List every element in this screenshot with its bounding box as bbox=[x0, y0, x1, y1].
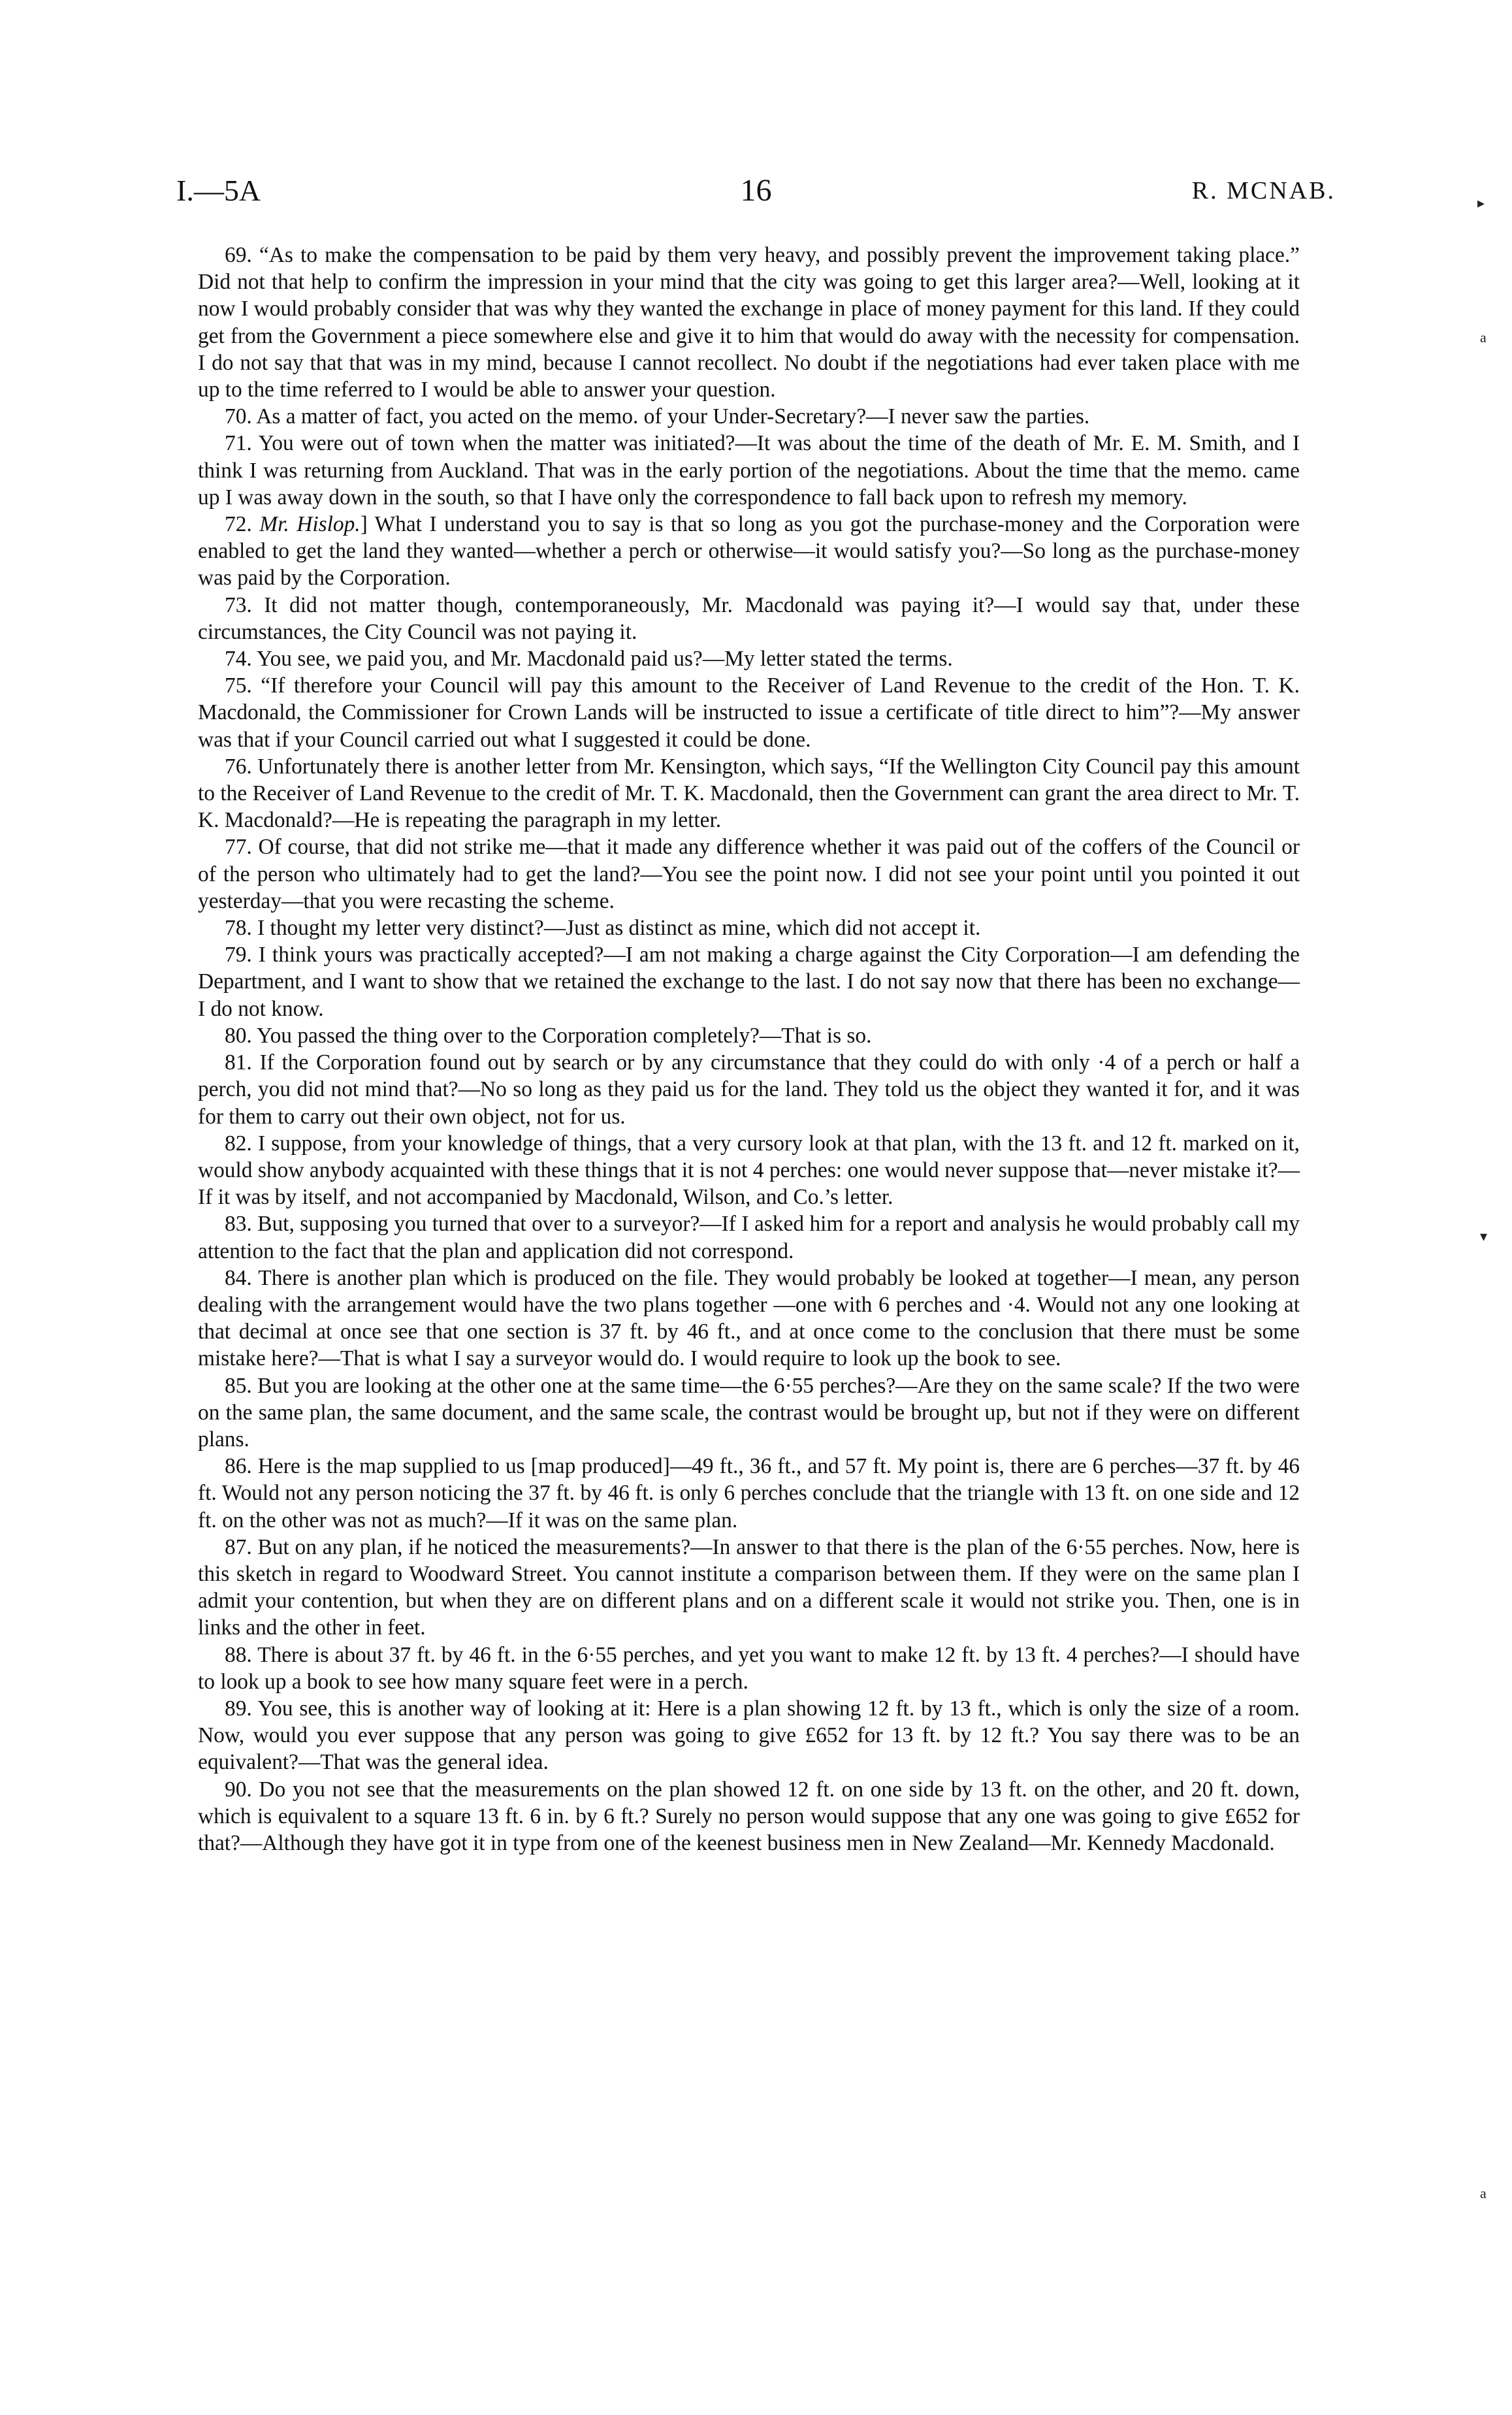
testimony-body bbox=[198, 242, 1300, 1856]
paragraph-text: 80. You passed the thing over to the Corporation completely?—That is so. bbox=[225, 1023, 872, 1048]
margin-mark: a bbox=[1480, 329, 1487, 346]
testimony-paragraph bbox=[198, 403, 1300, 430]
paragraph-text: 69. “As to make the compensation to be paid by them very heavy, and possibly prevent the improvement taking place.” Did not that help to confirm the impression in your mind that the city was going to get this larger area?—Well, looking at it now I would probably consider that was why they wanted the exchange in place of money payment for this land. If they could get from the Government a piece somewhere else and give it to him that would do away with the necessity for compensation. I do not say that that was in my mind, because I cannot recollect. No doubt if the negotiations had ever taken place with me up to the time referred to I would be able to answer your question. bbox=[198, 243, 1300, 402]
testimony-paragraph bbox=[198, 511, 1300, 592]
paragraph-text: 83. But, supposing you turned that over to a surveyor?—If I asked him for a report and analysis he would probably call my attention to the fact that the plan and application did not correspond. bbox=[198, 1212, 1300, 1263]
margin-mark: ▸ bbox=[1477, 195, 1485, 211]
paragraph-text: 76. Unfortunately there is another letter from Mr. Kensington, which says, “If the Wellington City Council pay this amount to the Receiver of Land Revenue to the credit of Mr. T. K. Macdonald, then the Government can grant the area direct to Mr. T. K. Macdonald?—He is repeating the paragraph in my letter. bbox=[198, 754, 1300, 833]
page-header bbox=[176, 171, 1336, 210]
testimony-paragraph bbox=[198, 1534, 1300, 1642]
paragraph-text: 85. But you are looking at the other one at the same time—the 6·55 perches?—Are they on the same scale? If the two were on the same plan, the same document, and the same scale, the contrast would be brought up, but not if they were on different plans. bbox=[198, 1373, 1300, 1451]
paragraph-text: 87. But on any plan, if he noticed the measurements?—In answer to that there is the plan of the 6·55 perches. Now, here is this sketch in regard to Woodward Street. You cannot institute a comparison between them. If they were on the same plan I admit your contention, but when they are on different plans and on a different scale it would not strike you. Then, one is in links and the other in feet. bbox=[198, 1534, 1300, 1640]
paragraph-text: 75. “If therefore your Council will pay this amount to the Receiver of Land Revenue to the credit of the Hon. T. K. Macdonald, the Commissioner for Crown Lands will be instructed to issue a certificate of title direct to him”?—My answer was that if your Council carried out what I suggested it could be done. bbox=[198, 673, 1300, 752]
testimony-paragraph bbox=[198, 672, 1300, 753]
document-reference: I.—5A bbox=[176, 174, 261, 207]
paragraph-text: 72. bbox=[225, 512, 260, 537]
paragraph-text: 82. I suppose, from your knowledge of things, that a very cursory look at that plan, with the 13 ft. and 12 ft. marked on it, would show anybody acquainted with these things that it is not 4 perches: one would never suppose that—never mistake it?—If it was by itself, and not accompanied by Macdonald, Wilson, and Co.’s letter. bbox=[198, 1131, 1300, 1210]
testimony-paragraph bbox=[198, 834, 1300, 915]
testimony-paragraph bbox=[198, 1453, 1300, 1534]
speaker-name: Mr. Hislop. bbox=[259, 512, 361, 537]
paragraph-text: 77. Of course, that did not strike me—that it made any difference whether it was paid out of the coffers of the Council or of the person who ultimately had to get the land?—You see the point now. I did not see your point until you pointed it out yesterday—that you were recasting the scheme. bbox=[198, 835, 1300, 913]
paragraph-text: 71. You were out of town when the matter was initiated?—It was about the time of the death of Mr. E. M. Smith, and I think I was returning from Auckland. That was in the early portion of the negotiations. About the time that the memo. came up I was away down in the south, so that I have only the correspondence to fall back upon to refresh my memory. bbox=[198, 431, 1300, 510]
paragraph-text: 70. As a matter of fact, you acted on the memo. of your Under-Secretary?—I never saw the parties. bbox=[225, 404, 1090, 429]
testimony-paragraph bbox=[198, 1776, 1300, 1857]
testimony-paragraph bbox=[198, 242, 1300, 403]
paragraph-text: 78. I thought my letter very distinct?—Just as distinct as mine, which did not accept it. bbox=[225, 916, 981, 941]
testimony-paragraph bbox=[198, 753, 1300, 834]
margin-mark: ▾ bbox=[1480, 1228, 1488, 1244]
testimony-paragraph bbox=[198, 1642, 1300, 1695]
paragraph-text: 88. There is about 37 ft. by 46 ft. in the 6·55 perches, and yet you want to make 12 ft. by 13 ft. 4 perches?—I should have to look up a book to see how many square feet were in a perch. bbox=[198, 1642, 1300, 1694]
testimony-paragraph bbox=[198, 915, 1300, 941]
testimony-paragraph bbox=[198, 645, 1300, 672]
margin-mark: a bbox=[1480, 2185, 1487, 2201]
testimony-paragraph bbox=[198, 430, 1300, 511]
page-number: 16 bbox=[740, 173, 772, 208]
testimony-paragraph bbox=[198, 1130, 1300, 1211]
testimony-paragraph bbox=[198, 1049, 1300, 1130]
paragraph-text: 84. There is another plan which is produced on the file. They would probably be looked at together—I mean, any person dealing with the arrangement would have the two plans together —one with 6 perches and ·4. Would not any one looking at that decimal at once see that one section is 37 ft. by 46 ft., and at once come to the conclusion that there must be some mistake here?—That is what I say a surveyor would do. I would require to look up the book to see. bbox=[198, 1265, 1300, 1371]
paragraph-text: 74. You see, we paid you, and Mr. Macdonald paid us?—My letter stated the terms. bbox=[225, 647, 953, 672]
paragraph-text: 81. If the Corporation found out by search or by any circumstance that they could do with only ·4 of a perch or half a perch, you did not mind that?—No so long as they paid us for the land. They told us the object they wanted it for, and it was for them to carry out their own object, not for us. bbox=[198, 1050, 1300, 1129]
testimony-paragraph bbox=[198, 1695, 1300, 1776]
witness-name: R. MCNAB. bbox=[1191, 177, 1336, 204]
paragraph-text: 79. I think yours was practically accepted?—I am not making a charge against the City Corporation—I am defending the Department, and I want to show that we retained the exchange to the last. I do not say now that there has been no exchange—I do not know. bbox=[198, 943, 1300, 1021]
testimony-paragraph bbox=[198, 1265, 1300, 1372]
paragraph-text: 86. Here is the map supplied to us [map produced]—49 ft., 36 ft., and 57 ft. My point is, there are 6 perches—37 ft. by 46 ft. Would not any person noticing the 37 ft. by 46 ft. is only 6 perches conclude that the triangle with 13 ft. on one side and 12 ft. on the other was not as much?—If it was on the same plan. bbox=[198, 1454, 1300, 1532]
testimony-paragraph bbox=[198, 941, 1300, 1022]
paragraph-text: 89. You see, this is another way of looking at it: Here is a plan showing 12 ft. by 13 ft., which is only the size of a room. Now, would you ever suppose that any person was going to give £652 for 13 ft. by 12 ft.? You say there was to be an equivalent?—That was the general idea. bbox=[198, 1696, 1300, 1775]
testimony-paragraph bbox=[198, 1022, 1300, 1049]
paragraph-text: ] What I understand you to say is that so long as you got the purchase-money and the Corporation were enabled to get the land they wanted—whether a perch or otherwise—it would satisfy you?—So long as the purchase-money was paid by the Corporation. bbox=[198, 512, 1300, 591]
testimony-paragraph bbox=[198, 1372, 1300, 1453]
testimony-paragraph bbox=[198, 1210, 1300, 1264]
paragraph-text: 90. Do you not see that the measurements on the plan showed 12 ft. on one side by 13 ft. on the other, and 20 ft. down, which is equivalent to a square 13 ft. 6 in. by 6 ft.? Surely no person would suppose that any one was going to give £652 for that?—Although they have got it in type from one of the keenest business men in New Zealand—Mr. Kennedy Macdonald. bbox=[198, 1777, 1300, 1855]
paragraph-text: 73. It did not matter though, contemporaneously, Mr. Macdonald was paying it?—I would say that, under these circumstances, the City Council was not paying it. bbox=[198, 592, 1300, 644]
testimony-paragraph bbox=[198, 592, 1300, 645]
